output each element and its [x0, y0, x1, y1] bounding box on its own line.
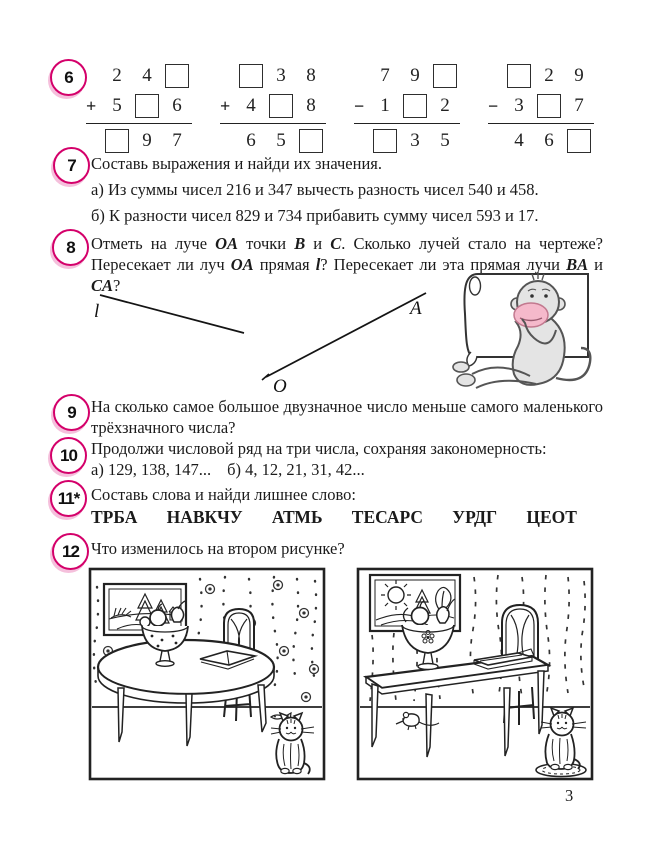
digit: 9 — [142, 130, 152, 151]
digit: 7 — [380, 65, 390, 86]
ray-oa — [266, 293, 426, 377]
line-l-label: l — [94, 301, 100, 322]
digit: 2 — [440, 95, 450, 116]
empty-digit-box — [567, 129, 591, 153]
digit: 3 — [410, 130, 420, 151]
empty-digit-box — [239, 64, 263, 88]
arith-row — [488, 91, 594, 121]
math-label: CA — [91, 276, 114, 295]
problem-7-text — [91, 151, 603, 229]
sun — [388, 587, 404, 603]
room-picture-1 — [88, 567, 326, 781]
digit: 3 — [276, 65, 286, 86]
text-segment: ? — [113, 276, 121, 295]
arith-column-1 — [86, 61, 192, 156]
problem-10-item-a: а) 129, 138, 147... — [91, 460, 212, 479]
empty-digit-box — [165, 64, 189, 88]
problem-7-title: Составь выражения и найди их значения. — [91, 154, 382, 173]
operator-sign: + — [220, 95, 231, 116]
arith-row — [354, 61, 460, 91]
plum — [140, 617, 150, 627]
digit: 2 — [112, 65, 122, 86]
math-label: OA — [215, 234, 239, 253]
ray-origin-tick — [262, 374, 269, 380]
empty-digit-box — [135, 94, 159, 118]
empty-digit-box — [269, 94, 293, 118]
digit: 8 — [306, 65, 316, 86]
digit: 6 — [544, 130, 554, 151]
sum-rule — [86, 123, 192, 124]
empty-digit-box — [537, 94, 561, 118]
arith-column-4 — [488, 61, 594, 156]
sum-rule — [354, 123, 460, 124]
arith-row — [220, 91, 326, 121]
digit: 7 — [172, 130, 182, 151]
math-label: OA — [230, 255, 254, 274]
room-picture-2 — [356, 567, 594, 781]
operator-sign: − — [354, 95, 365, 116]
problem-10-title: Продолжи числовой ряд на три числа, сохраняя закономерность: — [91, 439, 547, 458]
digit: 4 — [514, 130, 524, 151]
problem-10-item-b: б) 4, 12, 21, 31, 42... — [227, 460, 365, 479]
arith-row — [220, 61, 326, 91]
digit: 1 — [380, 95, 390, 116]
ray-line-figure — [76, 283, 440, 395]
math-label: B — [294, 234, 306, 253]
origin-label: O — [273, 376, 287, 395]
problem-11-title: Составь слова и найди лишнее слово: — [91, 485, 356, 504]
scrambled-word: УРДГ — [452, 507, 498, 527]
arith-row — [86, 91, 192, 121]
problem-11-badge: 11* — [50, 480, 87, 517]
apple — [412, 608, 429, 625]
digit: 9 — [574, 65, 584, 86]
empty-digit-box — [373, 129, 397, 153]
problem-10-text — [91, 438, 603, 480]
digit: 2 — [544, 65, 554, 86]
scrambled-word: ТРБА — [91, 507, 138, 527]
scrambled-word: НАВКЧУ — [166, 507, 243, 527]
text-segment: точки — [238, 234, 295, 253]
arith-column-3 — [354, 61, 460, 156]
mouse-ear — [403, 712, 408, 717]
digit: 4 — [246, 95, 256, 116]
scrambled-word: АТМЬ — [271, 507, 323, 527]
empty-digit-box — [433, 64, 457, 88]
digit: 8 — [306, 95, 316, 116]
text-segment: и — [588, 255, 603, 274]
point-a-label: A — [410, 298, 422, 319]
text-segment: и — [305, 234, 331, 253]
problem-8-badge: 8 — [52, 229, 89, 266]
problem-6-columns — [86, 61, 594, 156]
digit: 9 — [410, 65, 420, 86]
problem-9-badge: 9 — [53, 394, 90, 431]
problem-9-text: На сколько самое большое двузначное число меньше самого маленького трёхзначного числа? — [91, 397, 603, 437]
text-segment: Отметь на луче — [91, 234, 216, 253]
text-segment: прямая — [253, 255, 316, 274]
text-segment: . Сколько лучей стало на чертеже? Пересекает ли луч — [91, 234, 603, 274]
digit: 5 — [112, 95, 122, 116]
arith-row — [354, 91, 460, 121]
arith-row — [86, 61, 192, 91]
math-label: BA — [566, 255, 589, 274]
digit: 6 — [246, 130, 256, 151]
digit: 7 — [574, 95, 584, 116]
problem-12-question: Что изменилось на втором рисунке? — [91, 539, 345, 558]
digit: 5 — [276, 130, 286, 151]
digit: 5 — [440, 130, 450, 151]
problem-6-badge: 6 — [50, 59, 87, 96]
sum-rule — [220, 123, 326, 124]
scrambled-word: ТЕСАРС — [351, 507, 424, 527]
arith-row — [488, 61, 594, 91]
page-number: 3 — [565, 786, 574, 805]
empty-digit-box — [105, 129, 129, 153]
pear — [172, 607, 184, 622]
math-label: C — [330, 234, 342, 253]
monkey-illustration — [438, 264, 613, 396]
problem-12-badge: 12 — [52, 533, 89, 570]
sum-rule — [488, 123, 594, 124]
text-segment: ? Пересекает ли эта прямая лучи — [320, 255, 567, 274]
problem-7-item-a: а) Из суммы чисел 216 и 347 вычесть разность чисел 540 и 458. — [91, 180, 539, 199]
empty-digit-box — [403, 94, 427, 118]
operator-sign: + — [86, 95, 97, 116]
digit: 3 — [514, 95, 524, 116]
empty-digit-box — [507, 64, 531, 88]
digit: 4 — [142, 65, 152, 86]
operator-sign: − — [488, 95, 499, 116]
empty-digit-box — [299, 129, 323, 153]
problem-10-badge: 10 — [50, 437, 87, 474]
arith-column-2 — [220, 61, 326, 156]
problem-7-item-b: б) К разности чисел 829 и 734 прибавить сумму чисел 593 и 17. — [91, 206, 539, 225]
apple — [150, 610, 166, 626]
digit: 6 — [172, 95, 182, 116]
problem-7-badge: 7 — [53, 147, 90, 184]
line-l — [100, 295, 244, 333]
math-label: l — [315, 255, 321, 274]
problem-10-items — [91, 459, 603, 480]
problem-11-words — [91, 507, 577, 528]
scrambled-word: ЦЕОТ — [526, 507, 577, 527]
